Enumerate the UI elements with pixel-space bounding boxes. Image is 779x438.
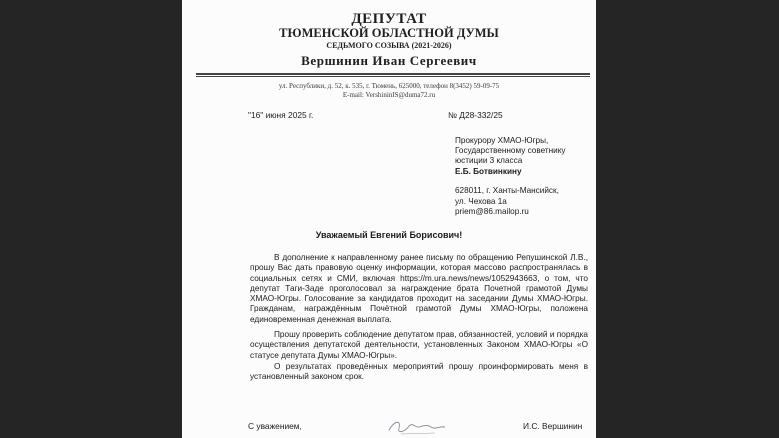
recipient-email: priem@86.mailop.ru: [455, 207, 529, 216]
letterhead-address: ул. Республики, д. 52, к. 535, г. Тюмень, 625000, телефон 8(3452) 59-09-75: [278, 82, 500, 90]
letterhead-title: ДЕПУТАТ: [351, 11, 427, 27]
signatory: И.С. Вершинин: [523, 421, 583, 431]
letterhead-divider: [196, 73, 590, 75]
letter-page: [182, 0, 596, 438]
paragraph-3: О результатах проведённых мероприятий прошу проинформировать меня в установленный законом срок.: [250, 362, 588, 382]
recipient-address-city: 628011, г. Ханты-Мансийск,: [455, 186, 559, 195]
letter-date: "16" июня 2025 г.: [248, 110, 314, 120]
closing: С уважением,: [248, 421, 302, 431]
salutation: Уважаемый Евгений Борисович!: [315, 230, 463, 240]
handwritten-signature: [387, 414, 447, 438]
recipient-line1: Прокурору ХМАО-Югры,: [455, 136, 549, 145]
letterhead-body: ТЮМЕНСКОЙ ОБЛАСТНОЙ ДУМЫ: [279, 26, 499, 40]
left-dark-margin: [0, 0, 182, 438]
recipient-line2: Государственному советнику: [455, 146, 566, 155]
letterhead-divider-thin: [196, 76, 590, 77]
letterhead-name: Вершинин Иван Сергеевич: [301, 53, 477, 68]
paragraph-1: В дополнение к направленному ранее письму по обращению Репушинской Л.В., прошу Вас дать правовую оценку информации, которая массово распространялась в социальных сетях и СМИ, включая https://m.ura.news/news/1052943663, о том, что депутат Таги-Заде проголосовал за награждение брата Почетной грамотой Думы ХМАО-Югры. Голосование за кандидатов проходит на заседании Думы ХМАО-Югры. Гражданам, награждённым Почётной грамотой Думы ХМАО-Югры, положена единовременная денежная выплата.: [250, 253, 588, 324]
recipient-line3: юстиции 3 класса: [455, 156, 523, 165]
recipient-address-street: ул. Чехова 1а: [455, 197, 507, 206]
letterhead-convocation: СЕДЬМОГО СОЗЫВА (2021-2026): [326, 41, 452, 50]
paragraph-2: Прошу проверить соблюдение депутатом прав, обязанностей, условий и порядка осуществления депутатской деятельности, установленных Законом ХМАО-Югры «О статусе депутата Думы ХМАО-Югры».: [250, 330, 588, 360]
right-dark-margin: [596, 0, 779, 438]
letter-number: № Д28-332/25: [448, 110, 503, 120]
recipient-name: Е.Б. Ботвинкину: [455, 167, 522, 176]
letterhead-email: E-mail: VershininIS@duma72.ru: [342, 91, 436, 99]
